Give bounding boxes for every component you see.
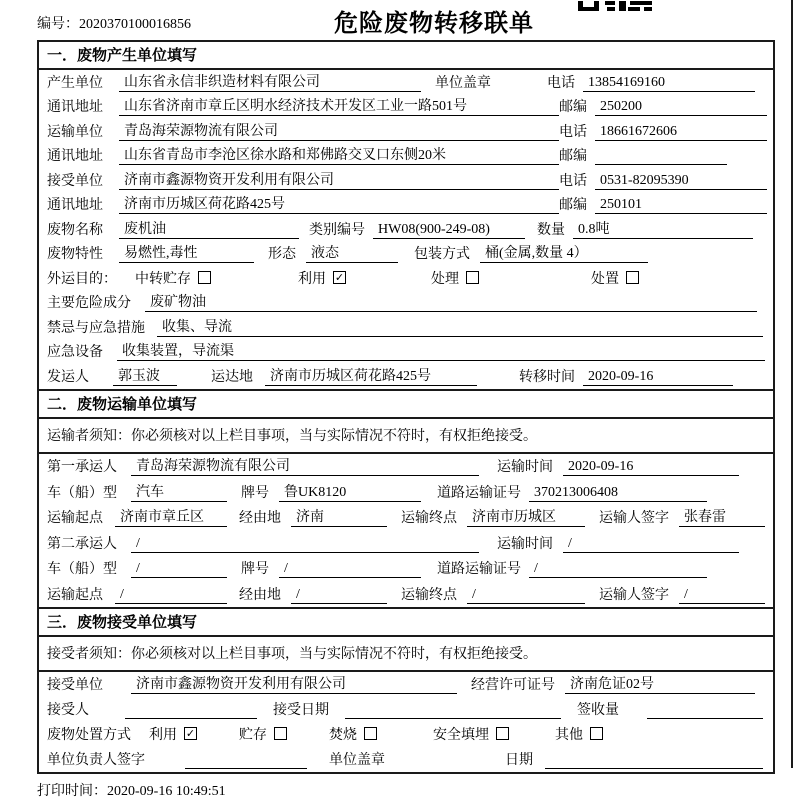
transport-time2-value: /	[563, 535, 739, 553]
emergency-equipment-row	[39, 340, 773, 365]
waste-category-value: HW08(900-249-08)	[373, 221, 525, 239]
waste-name-label: 废物名称	[47, 222, 103, 238]
route2-end-value: /	[467, 586, 585, 604]
producer-unit-value: 山东省永信非织造材料有限公司	[119, 74, 421, 92]
disposal-storage-label: 贮存	[239, 727, 267, 743]
waste-name-row	[39, 217, 773, 242]
hazard-components-label: 主要危险成分	[47, 296, 131, 311]
route1-row	[39, 505, 773, 531]
vehicle1-type-value: 汽车	[131, 484, 227, 502]
producer-address-value: 山东省济南市章丘区明水经济技术开发区工业一路501号	[119, 98, 559, 116]
first-carrier-label: 第一承运人	[47, 460, 117, 475]
road-cert-value: 370213006408	[529, 484, 707, 502]
accept-unit-value: 济南市鑫源物资开发利用有限公司	[131, 676, 457, 694]
packaging-value: 桶(金属,数量 4）	[480, 245, 648, 263]
vehicle1-plate-value: 鲁UK8120	[279, 484, 421, 502]
receiver-address-row	[39, 193, 773, 218]
section3-title: 三．废物接受单位填写	[39, 607, 773, 637]
transport-time-value: 2020-09-16	[563, 458, 739, 476]
accept-date-label: 接受日期	[273, 702, 329, 718]
disposal-landfill-checkbox[interactable]	[496, 727, 509, 740]
vehicle2-type-value: /	[131, 560, 227, 578]
transfer-time-label: 转移时间	[519, 369, 575, 385]
transport-unit-value: 青岛海荣源物流有限公司	[119, 123, 559, 141]
vehicle2-plate-label: 牌号	[241, 562, 269, 577]
signed-qty-label: 签收量	[577, 702, 619, 718]
producer-zip-value: 250200	[595, 98, 767, 116]
sign-date-value	[545, 751, 763, 769]
transfer-purpose-label: 外运目的：	[47, 271, 117, 287]
purpose-use-label: 利用	[298, 271, 326, 287]
destination-label: 运达地	[211, 369, 253, 385]
responsible-sign-value	[185, 751, 307, 769]
print-time	[37, 780, 796, 800]
transport-phone-value: 18661672606	[595, 123, 767, 141]
receiver-phone-label: 电话	[559, 173, 587, 189]
receiver-unit-row	[39, 168, 773, 193]
route2-start-label: 运输起点	[47, 587, 103, 603]
receiver-address-value: 济南市历城区荷花路425号	[119, 196, 559, 214]
responsible-sign-label: 单位负责人签字	[47, 752, 145, 768]
disposal-method-label: 废物处置方式	[47, 727, 131, 743]
waste-traits-value: 易燃性,毒性	[119, 245, 254, 263]
route2-via-label: 经由地	[239, 587, 281, 603]
disposal-method-row	[39, 722, 773, 747]
producer-address-label: 通讯地址	[47, 100, 103, 115]
route1-start-value: 济南市章丘区	[115, 509, 227, 527]
disposal-option-landfill	[433, 724, 509, 744]
route2-row	[39, 581, 773, 607]
disposal-storage-checkbox[interactable]	[274, 727, 287, 740]
section1-body	[39, 70, 773, 389]
disposal-option-use	[149, 724, 197, 744]
page-title: 危险废物转移联单	[334, 10, 534, 37]
emergency-measures-value: 收集、导流	[157, 319, 763, 337]
disposal-use-checkbox[interactable]: ✓	[185, 727, 196, 740]
route1-sign-value: 张春雷	[679, 509, 765, 527]
document-header	[0, 0, 796, 40]
receiver-zip-label: 邮编	[559, 198, 587, 213]
second-carrier-label: 第二承运人	[47, 536, 117, 552]
waste-traits-row	[39, 242, 773, 267]
transport-zip-label: 邮编	[559, 149, 587, 164]
license-value: 济南危证02号	[565, 676, 755, 694]
producer-address-row	[39, 95, 773, 120]
route1-start-label: 运输起点	[47, 511, 103, 526]
second-carrier-value: /	[131, 535, 479, 553]
purpose-transfer-storage-label: 中转贮存	[135, 271, 191, 287]
unit-seal2-label: 单位盖章	[329, 752, 385, 768]
receiver-address-label: 通讯地址	[47, 198, 103, 213]
accept-date-value	[345, 701, 561, 719]
route2-sign-label: 运输人签字	[599, 587, 669, 603]
section2-title: 二．废物运输单位填写	[39, 389, 773, 419]
waste-qty-label: 数量	[537, 222, 565, 238]
vehicle2-plate-value: /	[279, 560, 421, 578]
route1-sign-label: 运输人签字	[599, 511, 669, 526]
purpose-disposal-label: 处置	[591, 271, 619, 287]
accept-person-row	[39, 697, 773, 722]
route1-end-label: 运输终点	[401, 511, 457, 526]
route2-sign-value: /	[679, 586, 765, 604]
road-cert-label: 道路运输证号	[437, 485, 521, 501]
waste-qty-value: 0.8吨	[573, 221, 753, 239]
disposal-incineration-label: 焚烧	[329, 727, 357, 743]
emergency-equipment-label: 应急设备	[47, 345, 103, 360]
waste-category-label: 类别编号	[309, 222, 365, 238]
purpose-option-transfer-storage	[135, 268, 298, 288]
purpose-disposal-checkbox[interactable]	[626, 271, 639, 284]
route2-start-value: /	[115, 586, 227, 604]
purpose-treatment-checkbox[interactable]	[466, 271, 479, 284]
transfer-purpose-row	[39, 266, 773, 291]
license-label: 经营许可证号	[471, 677, 555, 693]
transport-address-label: 通讯地址	[47, 149, 103, 164]
transport-address-row	[39, 144, 773, 169]
waste-traits-label: 废物特性	[47, 247, 103, 262]
hazard-components-row	[39, 291, 773, 316]
route1-via-label: 经由地	[239, 511, 281, 526]
producer-phone-value: 13854169160	[583, 74, 755, 92]
purpose-option-treatment	[431, 268, 591, 288]
accept-person-label: 接受人	[47, 702, 89, 718]
road-cert2-value: /	[529, 560, 707, 578]
vehicle1-type-label: 车（船）型	[47, 485, 117, 501]
disposal-option-storage	[239, 724, 287, 744]
route2-end-label: 运输终点	[401, 587, 457, 603]
section2-body	[39, 454, 773, 607]
accept-unit-label: 接受单位	[47, 677, 103, 693]
transport-unit-row	[39, 119, 773, 144]
waste-form-label: 形态	[268, 247, 296, 262]
disposal-landfill-label: 安全填埋	[433, 727, 489, 743]
transport-zip-value	[595, 147, 727, 165]
destination-value: 济南市历城区荷花路425号	[265, 368, 477, 386]
section3-notice: 接受者须知：你必须核对以上栏目事项，当与实际情况不符时，有权拒绝接受。	[39, 637, 773, 672]
purpose-treatment-label: 处理	[431, 271, 459, 287]
transport-address-value: 山东省青岛市李沧区徐水路和郑佛路交叉口东侧20米	[119, 147, 559, 165]
waste-form-value: 液态	[306, 245, 398, 263]
producer-zip-label: 邮编	[559, 100, 587, 115]
emergency-equipment-value: 收集装置，导流渠	[117, 343, 765, 361]
packaging-label: 包装方式	[414, 247, 470, 262]
signed-qty-value	[647, 701, 763, 719]
first-carrier-row	[39, 454, 773, 480]
waste-name-value: 废机油	[119, 221, 299, 239]
purpose-use-checkbox[interactable]: ✓	[334, 271, 345, 284]
transport-time-label: 运输时间	[497, 460, 553, 475]
accept-person-value	[125, 701, 257, 719]
transport-unit-label: 运输单位	[47, 124, 103, 140]
route1-via-value: 济南	[291, 509, 387, 527]
sign-date-label: 日期	[505, 752, 533, 768]
emergency-measures-label: 禁忌与应急措施	[47, 320, 145, 336]
producer-unit-row	[39, 70, 773, 95]
receiver-phone-value: 0531-82095390	[595, 172, 767, 190]
route1-end-value: 济南市历城区	[467, 509, 585, 527]
print-time-value: 2020-09-16 10:49:51	[107, 783, 226, 799]
disposal-use-label: 利用	[149, 727, 177, 743]
transport-phone-label: 电话	[559, 124, 587, 140]
receiver-zip-value: 250101	[595, 196, 767, 214]
accept-unit-row	[39, 672, 773, 697]
producer-unit-label: 产生单位	[47, 75, 103, 91]
disposal-other-label: 其他	[555, 727, 583, 743]
scan-page-edge	[791, 0, 793, 768]
disposal-other-checkbox[interactable]	[590, 727, 603, 740]
shipper-value: 郭玉波	[113, 368, 177, 386]
manifest-form	[37, 40, 775, 774]
purpose-option-disposal	[591, 268, 639, 288]
purpose-option-use	[298, 268, 431, 288]
receiver-unit-label: 接受单位	[47, 173, 103, 189]
producer-phone-label: 电话	[547, 75, 575, 91]
route2-via-value: /	[291, 586, 387, 604]
vehicle2-type-label: 车（船）型	[47, 562, 117, 577]
vehicle2-row	[39, 556, 773, 582]
disposal-option-incineration	[329, 724, 377, 744]
shipper-label: 发运人	[47, 369, 89, 385]
disposal-option-other	[555, 724, 603, 744]
receiver-unit-value: 济南市鑫源物资开发利用有限公司	[119, 172, 559, 190]
transport-time2-label: 运输时间	[497, 536, 553, 552]
second-carrier-row	[39, 530, 773, 556]
unit-seal-label: 单位盖章	[435, 75, 491, 91]
emergency-measures-row	[39, 315, 773, 340]
first-carrier-value: 青岛海荣源物流有限公司	[131, 458, 479, 476]
document-number-label: 编号：	[37, 17, 79, 32]
qr-code-fragment-icon	[578, 0, 652, 16]
disposal-incineration-checkbox[interactable]	[364, 727, 377, 740]
vehicle1-plate-label: 牌号	[241, 485, 269, 501]
hazard-components-value: 废矿物油	[145, 294, 757, 312]
print-time-label: 打印时间：	[37, 783, 107, 799]
purpose-transfer-storage-checkbox[interactable]	[198, 271, 211, 284]
road-cert2-label: 道路运输证号	[437, 562, 521, 577]
vehicle1-row	[39, 479, 773, 505]
section2-notice: 运输者须知：你必须核对以上栏目事项，当与实际情况不符时，有权拒绝接受。	[39, 419, 773, 454]
section1-title: 一．废物产生单位填写	[39, 42, 773, 70]
document-number-value: 2020370100016856	[79, 17, 191, 32]
dispatch-row	[39, 364, 773, 389]
section3-body	[39, 672, 773, 772]
transfer-time-value: 2020-09-16	[583, 368, 733, 386]
